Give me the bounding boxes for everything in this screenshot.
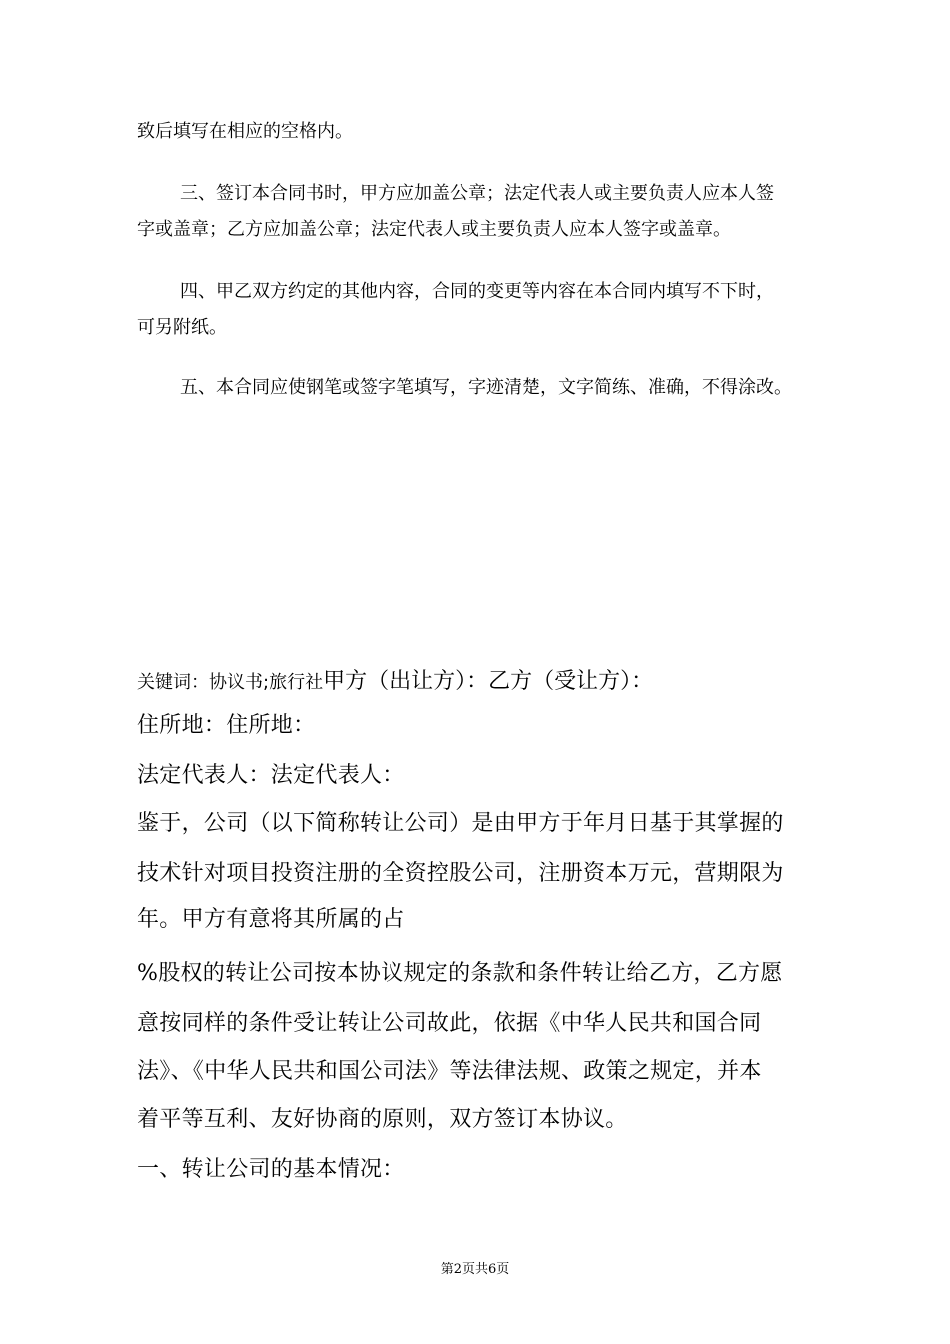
keywords-text: 关键词：协议书;旅行社 bbox=[137, 672, 324, 693]
parties-text: 甲方（出让方）：乙方（受让方）： bbox=[323, 669, 654, 694]
legal-rep-line: 法定代表人：法定代表人： bbox=[137, 763, 405, 788]
body-line-6: 法》、《中华人民共和国公司法》等法律法规、政策之规定，并本 bbox=[137, 1059, 762, 1084]
body-line-1: 鉴于，公司（以下简称转让公司）是由甲方于年月日基于其掌握的 bbox=[137, 811, 784, 836]
instruction-item-5-line-1: 五、本合同应使钢笔或签字笔填写，字迹清楚，文字简练、准确，不得涂改。 bbox=[180, 377, 792, 398]
body-line-4: %股权的转让公司按本协议规定的条款和条件转让给乙方，乙方愿 bbox=[137, 961, 783, 986]
body-line-2: 技术针对项目投资注册的全资控股公司，注册资本万元，营期限为 bbox=[137, 861, 784, 886]
address-line: 住所地：住所地： bbox=[137, 713, 316, 738]
instruction-item-3-line-2: 字或盖章；乙方应加盖公章；法定代表人或主要负责人应本人签字或盖章。 bbox=[137, 219, 731, 240]
instruction-line-1: 致后填写在相应的空格内。 bbox=[137, 121, 353, 142]
body-line-5: 意按同样的条件受让转让公司故此，依据《中华人民共和国合同 bbox=[137, 1011, 762, 1036]
instruction-item-4-line-2: 可另附纸。 bbox=[137, 317, 227, 338]
keywords-line bbox=[137, 664, 653, 695]
body-line-3: 年。甲方有意将其所属的占 bbox=[137, 907, 405, 932]
page-number-footer: 第2页共6页 bbox=[440, 1262, 510, 1277]
body-line-8: 一、转让公司的基本情况： bbox=[137, 1157, 405, 1182]
instruction-item-4-line-1: 四、甲乙双方约定的其他内容，合同的变更等内容在本合同内填写不下时， bbox=[180, 281, 774, 302]
instruction-item-3-line-1: 三、签订本合同书时，甲方应加盖公章；法定代表人或主要负责人应本人签 bbox=[180, 183, 774, 204]
body-line-7: 着平等互利、友好协商的原则，双方签订本协议。 bbox=[137, 1107, 628, 1132]
